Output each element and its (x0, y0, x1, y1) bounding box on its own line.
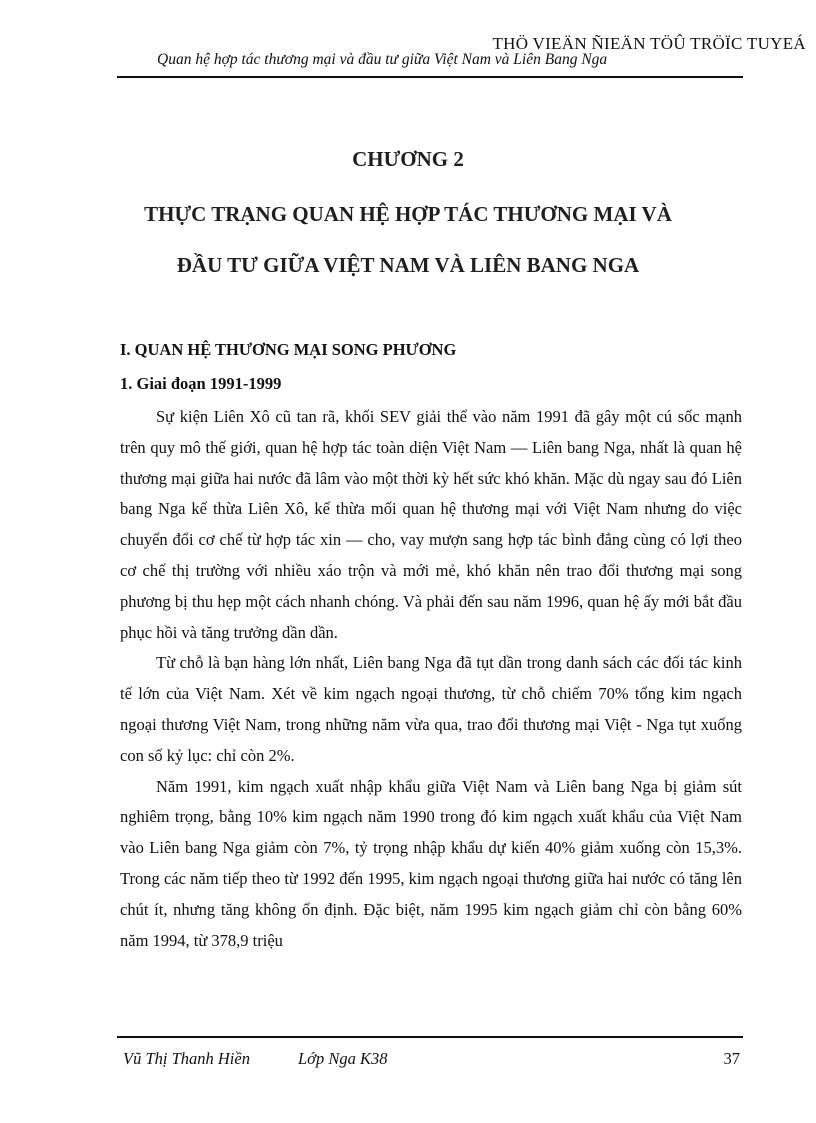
subsection-heading: 1. Giai đoạn 1991-1999 (120, 374, 282, 393)
paragraph: Năm 1991, kim ngạch xuất nhập khẩu giữa Việt Nam và Liên bang Nga bị giảm sút nghiêm trọng, bằng 10% kim ngạch năm 1990 trong đó kim ngạch xuất khẩu của Việt Nam vào Liên bang Nga giảm còn 7%, tỷ trọng nhập khẩu dự kiến 40% giảm xuống còn 15,3%. Trong các năm tiếp theo từ 1992 đến 1995, kim ngạch ngoại thương giữa hai nước có tăng lên chút ít, nhưng tăng không ổn định. Đặc biệt, năm 1995 kim ngạch giảm chỉ còn bằng 60% năm 1994, từ 378,9 triệu (120, 776, 742, 950)
chapter-number: CHƯƠNG 2 (352, 147, 464, 171)
chapter-title-line-2: ĐẦU TƯ GIỮA VIỆT NAM VÀ LIÊN BANG NGA (176, 253, 640, 277)
footer-class: Lớp Nga K38 (298, 1049, 388, 1068)
paragraph: Sự kiện Liên Xô cũ tan rã, khối SEV giải thể vào năm 1991 đã gây một cú sốc mạnh trên quy mô thế giới, quan hệ hợp tác toàn diện Việt Nam — Liên bang Nga, nhất là quan hệ thương mại giữa hai nước đã lâm vào một thời kỳ hết sức khó khăn. Mặc dù ngay sau đó Liên bang Nga kế thừa Liên Xô, kế thừa mối quan hệ thương mại với Việt Nam nhưng do việc chuyển đổi cơ chế từ hợp tác xin — cho, vay mượn sang hợp tác bình đẳng cùng có lợi theo cơ chế thị trường với nhiều xáo trộn và mới mẻ, khó khăn nên trao đổi thương mại song phương bị thu hẹp một cách nhanh chóng. Và phải đến sau năm 1996, quan hệ ấy mới bắt đầu phục hồi và tăng trưởng dần dần. (120, 407, 742, 642)
paragraph: Từ chỗ là bạn hàng lớn nhất, Liên bang Nga đã tụt dần trong danh sách các đối tác kinh tế lớn của Việt Nam. Xét về kim ngạch ngoại thương, từ chỗ chiếm 70% tổng kim ngạch ngoại thương Việt Nam, trong những năm vừa qua, trao đổi thương mại Việt - Nga tụt xuống con số kỷ lục: chỉ còn 2%. (120, 653, 742, 765)
section-heading: I. QUAN HỆ THƯƠNG MẠI SONG PHƯƠNG (120, 340, 457, 359)
running-header-title: Quan hệ hợp tác thương mại và đầu tư giữa Việt Nam và Liên Bang Nga (157, 51, 608, 68)
watermark-text: THÖ VIEÄN ÑIEÄN TÖÛ TRÖÏC TUYEÁ (492, 34, 806, 53)
footer-divider (117, 1036, 743, 1038)
body-text (120, 402, 742, 956)
footer-author: Vũ Thị Thanh Hiền (123, 1049, 250, 1068)
chapter-title-line-1: THỰC TRẠNG QUAN HỆ HỢP TÁC THƯƠNG MẠI VÀ (144, 202, 672, 226)
header-divider (117, 76, 743, 78)
page-number: 37 (723, 1049, 740, 1068)
